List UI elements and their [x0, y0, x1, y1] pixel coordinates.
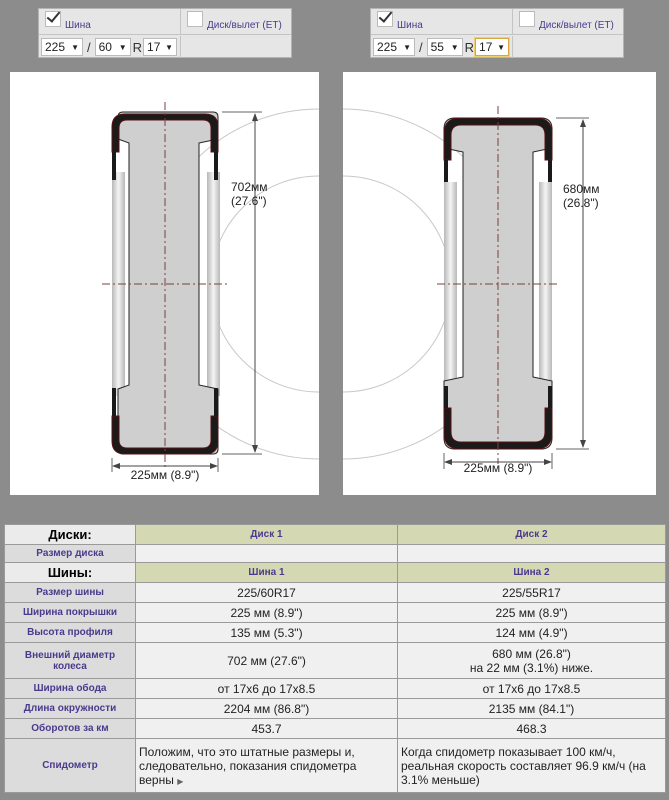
- tire2-diameter-select[interactable]: [475, 38, 509, 56]
- disk-size-label: Размер диска: [5, 545, 136, 563]
- chevron-down-icon: ▼: [403, 42, 411, 52]
- tire1-header: Шина 1: [136, 563, 398, 583]
- tire2-checkbox[interactable]: [377, 11, 393, 27]
- outer-diameter-label: Внешний диаметр колеса: [5, 643, 136, 679]
- tire2-header: Шина 2: [398, 563, 666, 583]
- tire1-checkbox[interactable]: [45, 11, 61, 27]
- tire1-cross-section: [10, 72, 319, 495]
- tire1-diameter-mm: 702мм: [231, 180, 268, 194]
- tire2-rim-width-value: от 17x6 до 17x8.5: [398, 679, 666, 699]
- chevron-down-icon: ▼: [118, 42, 127, 52]
- tire2-option-label: Шина: [397, 20, 423, 31]
- tire1-option-label: Шина: [65, 20, 91, 31]
- tire2-diameter-mm: 680мм: [563, 182, 600, 196]
- disk1-header: Диск 1: [136, 525, 398, 545]
- disk2-option-label: Диск/вылет (ET): [539, 20, 614, 31]
- tire2-outer-diameter-value: [398, 643, 666, 679]
- tire2-circumference-value: 2135 мм (84.1"): [398, 699, 666, 719]
- disk2-option[interactable]: [513, 9, 623, 34]
- table-row: [5, 545, 666, 563]
- r-label: R: [132, 39, 143, 55]
- tire-width-label: Ширина покрышки: [5, 603, 136, 623]
- tire1-width-select[interactable]: [41, 38, 83, 56]
- table-row: [5, 603, 666, 623]
- tire1-diameter-in: (27.6"): [231, 194, 267, 208]
- tire1-width-label: 225мм (8.9"): [130, 468, 200, 482]
- tire1-width-value: 225 мм (8.9"): [136, 603, 398, 623]
- disks-section-title: Диски:: [5, 525, 136, 545]
- tire2-cross-section: [343, 72, 656, 495]
- tire1-profile-select[interactable]: [95, 38, 131, 56]
- tire1-circumference-value: 2204 мм (86.8"): [136, 699, 398, 719]
- r-label: R: [464, 39, 475, 55]
- tire2-outer-diameter-line1: 680 мм (26.8"): [492, 646, 571, 661]
- tire2-width-label: 225мм (8.9"): [463, 461, 533, 475]
- table-row: [5, 679, 666, 699]
- tire-bead-br: [214, 388, 218, 416]
- tire2-drawing: [343, 72, 656, 495]
- tire1-revolutions-value: 453.7: [136, 719, 398, 739]
- tire1-diameter-label: [231, 180, 268, 208]
- disk1-size-value: [136, 545, 398, 563]
- disk2-header: Диск 2: [398, 525, 666, 545]
- comparison-table: [4, 524, 666, 793]
- tire-bead-bl: [112, 388, 116, 416]
- tire-cross-section-fill: [118, 112, 218, 454]
- tire1-profile-value: 135 мм (5.3"): [136, 623, 398, 643]
- tire-bead-tl: [444, 160, 448, 182]
- tire2-diameter-value: 17: [479, 40, 493, 54]
- tire1-width-value: 225: [45, 40, 66, 54]
- circumference-label: Длина окружности: [5, 699, 136, 719]
- tire-bead-br: [548, 386, 552, 408]
- table-row: [5, 699, 666, 719]
- triangle-right-icon[interactable]: ▶: [177, 776, 184, 786]
- disk1-option[interactable]: [181, 9, 291, 34]
- tire1-option[interactable]: [39, 9, 181, 34]
- tire1-size-value: 225/60R17: [136, 583, 398, 603]
- tires-header-row: [5, 563, 666, 583]
- tire2-control-panel: [370, 8, 624, 58]
- tire1-control-panel: [38, 8, 292, 58]
- chevron-down-icon: ▼: [497, 42, 506, 52]
- tire2-diameter-in: (26.8"): [563, 196, 599, 210]
- tire1-speedometer-text: Положим, что это штатные размеры и, следовательно, показания спидометра верны: [139, 744, 357, 787]
- table-row: [5, 583, 666, 603]
- tire2-outer-diameter-line2: на 22 мм (3.1%) ниже.: [469, 660, 594, 675]
- chevron-down-icon: ▼: [450, 42, 459, 52]
- tire2-profile-value: 124 мм (4.9"): [398, 623, 666, 643]
- size-separator: /: [419, 39, 423, 55]
- tire1-speedometer-value: [136, 739, 398, 793]
- tire1-diameter-select[interactable]: [143, 38, 177, 56]
- tire1-outer-diameter-value: 702 мм (27.6"): [136, 643, 398, 679]
- tires-section-title: Шины:: [5, 563, 136, 583]
- disk2-checkbox[interactable]: [519, 11, 535, 27]
- arrow-up-icon: [580, 119, 586, 127]
- arrow-down-icon: [252, 445, 258, 453]
- tire1-drawing: [10, 72, 319, 495]
- tire2-speedometer-value: Когда спидометр показывает 100 км/ч, реальная скорость составляет 96.9 км/ч (на 3.1% меньше): [398, 739, 666, 793]
- disk1-checkbox[interactable]: [187, 11, 203, 27]
- size-separator: /: [87, 39, 91, 55]
- arrow-down-icon: [580, 440, 586, 448]
- rim-width-label: Ширина обода: [5, 679, 136, 699]
- tire-bead-tr: [214, 152, 218, 180]
- tire-bead-bl: [444, 386, 448, 408]
- tire1-rim-width-value: от 17x6 до 17x8.5: [136, 679, 398, 699]
- chevron-down-icon: ▼: [165, 42, 174, 52]
- table-row: [5, 719, 666, 739]
- disk2-size-value: [398, 545, 666, 563]
- tire-bead-tl: [112, 152, 116, 180]
- revolutions-label: Оборотов за км: [5, 719, 136, 739]
- tire1-diameter-value: 17: [147, 40, 161, 54]
- tire2-diameter-label: [563, 182, 600, 210]
- rim-outline-circle: [211, 176, 319, 392]
- disks-header-row: [5, 525, 666, 545]
- arrow-up-icon: [252, 113, 258, 121]
- speedometer-label: Спидометр: [5, 739, 136, 793]
- tire2-revolutions-value: 468.3: [398, 719, 666, 739]
- tire2-option[interactable]: [371, 9, 513, 34]
- table-row: [5, 623, 666, 643]
- profile-height-label: Высота профиля: [5, 623, 136, 643]
- tire2-width-select[interactable]: [373, 38, 415, 56]
- tire2-profile-value: 55: [430, 40, 444, 54]
- tire2-width-value: 225 мм (8.9"): [398, 603, 666, 623]
- tire2-profile-select[interactable]: [427, 38, 463, 56]
- table-row: [5, 739, 666, 793]
- tire2-width-value: 225: [377, 40, 398, 54]
- tire-size-label: Размер шины: [5, 583, 136, 603]
- table-row: [5, 643, 666, 679]
- tire-bead-tr: [548, 160, 552, 182]
- rim-outline-circle: [343, 176, 451, 392]
- chevron-down-icon: ▼: [71, 42, 79, 52]
- disk1-option-label: Диск/вылет (ET): [207, 20, 282, 31]
- tire1-profile-value: 60: [98, 40, 112, 54]
- tire2-size-value: 225/55R17: [398, 583, 666, 603]
